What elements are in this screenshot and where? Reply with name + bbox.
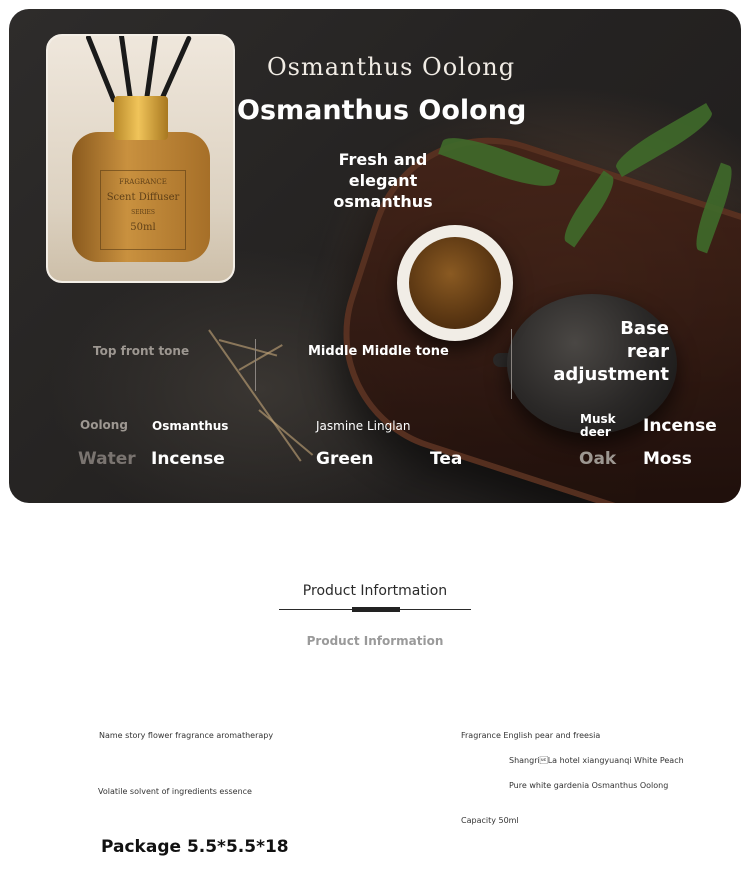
note-moss: Moss	[643, 449, 692, 469]
note-water: Water	[78, 449, 136, 469]
bottle-series: SERIES	[131, 209, 155, 216]
title-underline-accent	[352, 607, 400, 612]
note-musk-deer	[580, 413, 616, 439]
spec-fragrance-2: Shangri La hotel xiangyuanqi White Peach	[509, 756, 684, 765]
spec-fragrance-3: Pure white gardenia Osmanthus Oolong	[509, 781, 669, 790]
spec-name: Name story flower fragrance aromatherapy	[99, 731, 274, 740]
spec-fragrance-1: Fragrance English pear and freesia	[461, 731, 601, 740]
note-jasmine-linglan: Jasmine Linglan	[316, 419, 411, 433]
note-oak: Oak	[579, 449, 617, 469]
subtitle-line: elegant	[348, 171, 418, 190]
bamboo-leaf-image	[611, 103, 717, 177]
product-photo	[46, 34, 235, 283]
info-section-subtitle: Product Information	[306, 634, 444, 648]
banner-title: Osmanthus Oolong	[237, 95, 527, 126]
note-oolong: Oolong	[80, 418, 128, 432]
bottle-brand: FRAGRANCE	[119, 178, 167, 186]
base-tone-line: rear	[626, 341, 669, 362]
info-section-title: Product Infortmation	[302, 583, 448, 599]
spec-solvent: Volatile solvent of ingredients essence	[98, 787, 252, 796]
dried-tea-leaf-image	[258, 409, 313, 456]
base-tone-line: adjustment	[553, 364, 669, 385]
note-green: Green	[316, 449, 374, 469]
bottle-product-name: Scent Diffuser	[106, 192, 180, 203]
note-musk-line: Musk	[580, 412, 616, 426]
bottle-volume: 50ml	[130, 222, 156, 233]
tea-liquid-image	[409, 237, 501, 329]
note-incense-base: Incense	[643, 416, 717, 436]
note-osmanthus: Osmanthus	[152, 419, 229, 433]
tone-divider	[255, 339, 256, 391]
base-tone-line: Base	[620, 318, 669, 339]
diffuser-cap	[114, 96, 168, 140]
spec-capacity: Capacity 50ml	[461, 816, 519, 825]
subtitle-line: osmanthus	[333, 192, 433, 211]
top-tone-label: Top front tone	[93, 344, 190, 358]
note-musk-line: deer	[580, 425, 611, 439]
middle-tone-label: Middle Middle tone	[308, 344, 449, 359]
banner-subtitle	[303, 149, 463, 212]
subtitle-line: Fresh and	[338, 150, 428, 169]
note-tea: Tea	[430, 449, 463, 469]
hero-banner	[9, 9, 741, 503]
script-title: Osmanthus Oolong	[267, 53, 516, 81]
spec-package: Package 5.5*5.5*18	[101, 837, 289, 857]
base-tone-label	[509, 317, 669, 386]
bottle-label	[100, 170, 186, 250]
note-incense-top: Incense	[151, 449, 225, 469]
